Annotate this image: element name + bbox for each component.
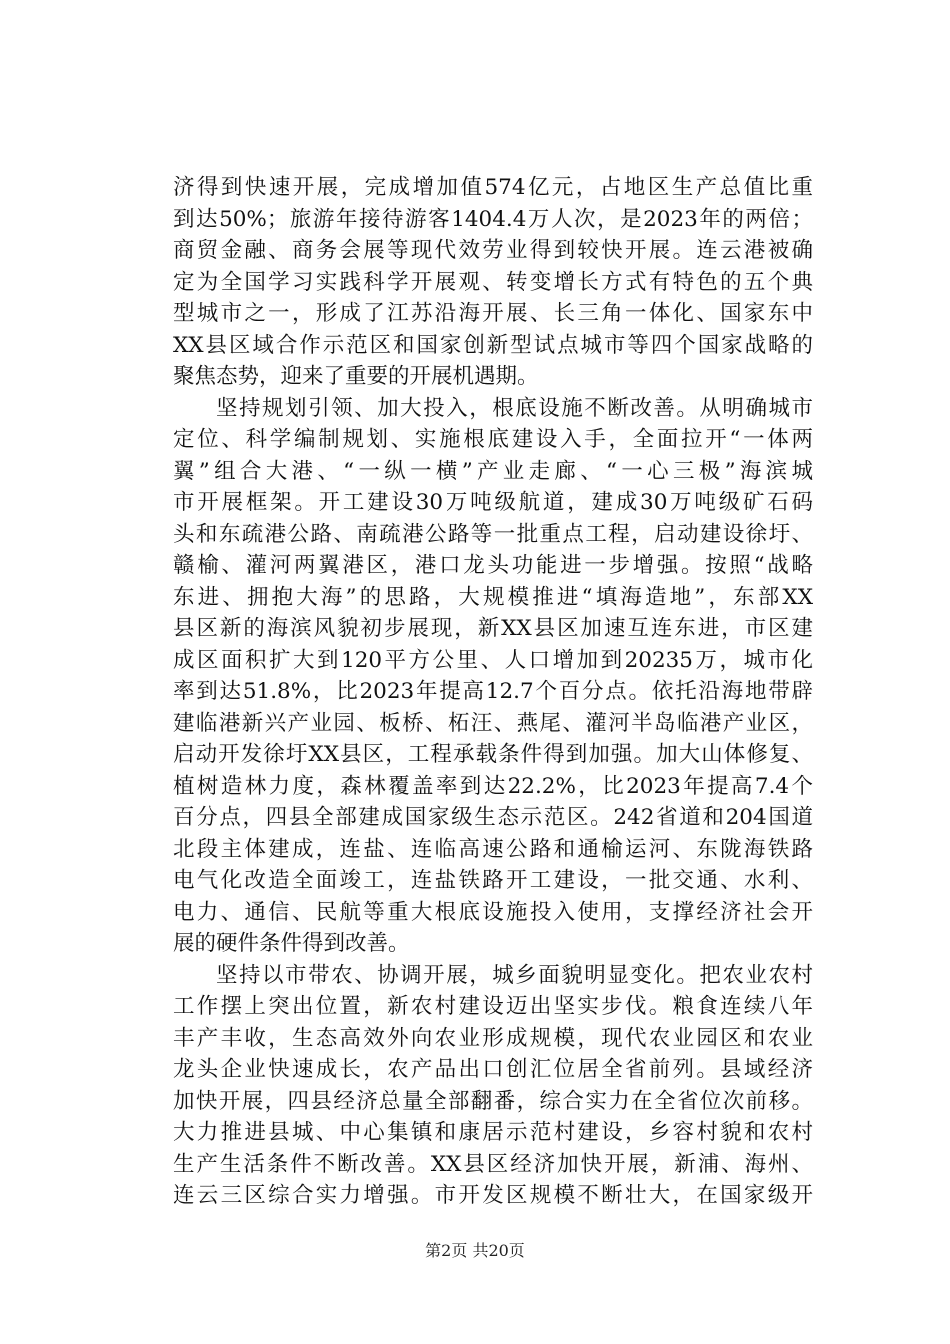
document-body (173, 172, 813, 1212)
text-line: 定为全国学习实践科学开展观、转变增长方式有特色的五个典 (173, 269, 813, 295)
text-line: 聚焦态势，迎来了重要的开展机遇期。 (173, 364, 539, 389)
text-line: 工作摆上突出位置，新农村建设迈出坚实步伐。粮食连续八年 (173, 994, 813, 1019)
text-line: 成区面积扩大到120平方公里、人口增加到20235万，城市化 (173, 647, 813, 673)
text-line: 植树造林力度，森林覆盖率到达22.2%，比2023年提高7.4个 (173, 773, 813, 799)
text-line: 市开展框架。开工建设30万吨级航道，建成30万吨级矿石码 (173, 490, 813, 515)
text-line: 坚持规划引领、加大投入，根底设施不断改善。从明确城市 (216, 395, 813, 421)
text-line: 东进、拥抱大海”的思路，大规模推进“填海造地”，东部XX (173, 584, 813, 610)
text-line: 率到达51.8%，比2023年提高12.7个百分点。依托沿海地带辟 (173, 679, 813, 704)
text-line: 百分点，四县全部建成国家级生态示范区。242省道和204国道 (173, 805, 813, 830)
text-line: 龙头企业快速成长，农产品出口创汇位居全省前列。县域经济 (173, 1057, 813, 1082)
text-line: 型城市之一，形成了江苏沿海开展、长三角一体化、国家东中 (173, 301, 813, 326)
paragraph-3 (173, 960, 813, 1212)
text-line: 大力推进县城、中心集镇和康居示范村建设，乡容村貌和农村 (173, 1120, 813, 1145)
text-line: 启动开发徐圩XX县区，工程承载条件得到加强。加大山体修复、 (173, 742, 813, 767)
text-line: 展的硬件条件得到改善。 (173, 931, 410, 956)
paragraph-1 (173, 172, 813, 393)
text-line: 连云三区综合实力增强。市开发区规模不断壮大，在国家级开 (173, 1183, 813, 1208)
text-line: 生产生活条件不断改善。XX县区经济加快开展，新浦、海州、 (173, 1151, 813, 1177)
text-line: 电力、通信、民航等重大根底设施投入使用，支撑经济社会开 (173, 899, 813, 925)
text-line: 加快开展，四县经济总量全部翻番，综合实力在全省位次前移。 (173, 1088, 813, 1114)
text-line: 北段主体建成，连盐、连临高速公路和通榆运河、东陇海铁路 (173, 836, 813, 862)
text-line: 丰产丰收，生态高效外向农业形成规模，现代农业园区和农业 (173, 1025, 813, 1051)
text-line: 坚持以市带农、协调开展，城乡面貌明显变化。把农业农村 (216, 962, 813, 988)
text-line: 赣榆、灌河两翼港区，港口龙头功能进一步增强。按照“战略 (173, 553, 813, 578)
text-line: 济得到快速开展，完成增加值574亿元，占地区生产总值比重 (173, 175, 813, 200)
text-line: 头和东疏港公路、南疏港公路等一批重点工程，启动建设徐圩、 (173, 521, 813, 547)
text-line: 定位、科学编制规划、实施根底建设入手，全面拉开“一体两 (173, 427, 813, 452)
text-line: XX县区域合作示范区和国家创新型试点城市等四个国家战略的 (173, 332, 813, 358)
paragraph-2 (173, 393, 813, 960)
text-line: 商贸金融、商务会展等现代效劳业得到较快开展。连云港被确 (173, 238, 813, 263)
text-line: 电气化改造全面竣工，连盐铁路开工建设，一批交通、水利、 (173, 868, 813, 893)
text-line: 翼”组合大港、“一纵一横”产业走廊、“一心三极”海滨城 (173, 458, 813, 484)
page-number-footer: 第2页 共20页 (425, 1241, 525, 1260)
text-line: 建临港新兴产业园、板桥、柘汪、燕尾、灌河半岛临港产业区， (173, 710, 813, 736)
text-line: 县区新的海滨风貌初步展现，新XX县区加速互连东进，市区建 (173, 616, 813, 641)
text-line: 到达50%；旅游年接待游客1404.4万人次，是2023年的两倍； (173, 206, 813, 232)
